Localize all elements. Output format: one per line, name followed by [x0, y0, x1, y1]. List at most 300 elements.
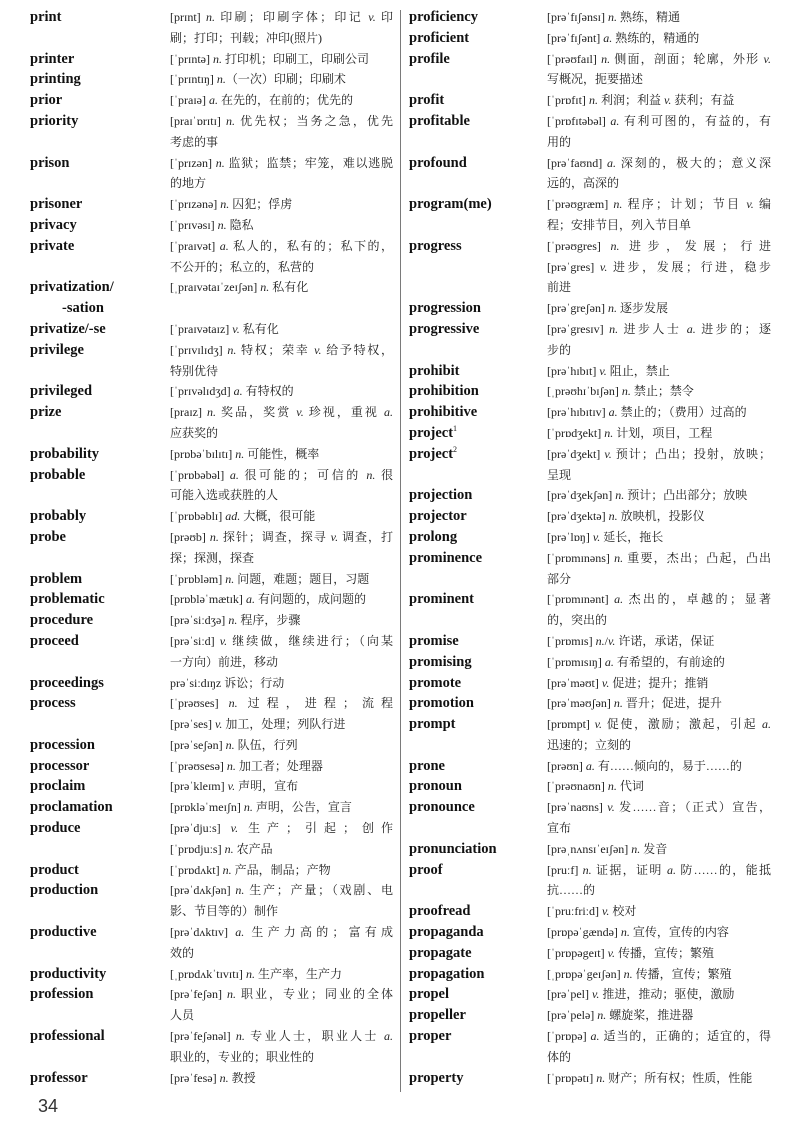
- part-of-speech: a.: [590, 1029, 600, 1044]
- definition: [547, 797, 771, 839]
- definition-line: [prɒmpt] v. 促使，激励；激起，引起 a.: [547, 717, 771, 732]
- headword-text: promotion: [409, 695, 474, 712]
- headword-text: probability: [30, 445, 100, 462]
- definition-line: 一方向）前进，移动: [170, 654, 279, 669]
- part-of-speech: n.: [212, 51, 222, 66]
- headword-line: [409, 631, 547, 652]
- headword-text: probably: [30, 508, 87, 525]
- dictionary-entry: [30, 69, 393, 90]
- headword-line: [409, 714, 547, 735]
- definition: [170, 194, 393, 215]
- definition-line: [prɒkləˈmeɪʃn] n. 声明，公告，宣言: [170, 800, 352, 815]
- part-of-speech: a.: [604, 654, 614, 669]
- headword: [30, 1026, 170, 1047]
- definition-line: [ˈprəʊgres] n. 进步，发展；行进: [547, 238, 771, 253]
- definition-line: [prəˈseʃən] n. 队伍，行列: [170, 737, 298, 752]
- definition: [170, 693, 393, 735]
- part-of-speech: n.: [595, 633, 605, 648]
- headword-line: [409, 194, 547, 215]
- headword: [30, 735, 170, 756]
- headword-line: [409, 527, 547, 548]
- part-of-speech: n.: [604, 425, 614, 440]
- definition: [170, 735, 393, 756]
- definition-line: [ˈprɒdjuːs] n. 农产品: [170, 841, 273, 856]
- headword-line: [30, 1026, 170, 1047]
- headword-text: proclamation: [30, 799, 113, 816]
- part-of-speech: n.: [228, 613, 238, 628]
- definition-line: [ˈprɒmɪnəns] n. 重要，杰出；凸起，凸出: [547, 550, 771, 565]
- definition-line: 宣布: [547, 821, 572, 836]
- definition-line: [ˈprɒbləm] n. 问题，难题；题目，习题: [170, 571, 370, 586]
- part-of-speech: v.: [214, 717, 223, 732]
- definition-line: [ˈprəʊgræm] n. 程序；计划；节目 v. 编: [547, 197, 771, 212]
- definition: [170, 277, 393, 298]
- dictionary-entry: [409, 943, 771, 964]
- headword: [409, 1026, 547, 1047]
- part-of-speech: a.: [762, 717, 771, 732]
- dictionary-entry: [409, 901, 771, 922]
- headword-line: [409, 423, 547, 444]
- definition: [547, 90, 771, 111]
- headword-line: [409, 506, 547, 527]
- headword-line: [409, 1068, 547, 1089]
- headword: [409, 943, 547, 964]
- headword-text: problematic: [30, 591, 105, 608]
- dictionary-entry: [409, 673, 771, 694]
- definition: [170, 776, 393, 797]
- headword: [30, 693, 170, 714]
- dictionary-entry: [30, 236, 393, 278]
- dictionary-entry: [409, 631, 771, 652]
- headword-line: [30, 880, 170, 901]
- dictionary-entry: [30, 673, 393, 694]
- headword-line: [30, 610, 170, 631]
- headword-text: prohibitive: [409, 404, 478, 421]
- headword-line: [30, 776, 170, 797]
- headword: [30, 776, 170, 797]
- headword-line: [30, 631, 170, 652]
- headword-line: [30, 797, 170, 818]
- definition-line: 的地方: [170, 176, 207, 191]
- headword-line: [30, 194, 170, 215]
- definition-line: [prəʊn] a. 有……倾向的，易于……的: [547, 758, 742, 773]
- headword-line: [30, 984, 170, 1005]
- headword-text: property: [409, 1069, 464, 1086]
- part-of-speech: v.: [599, 363, 607, 378]
- definition-line: [praɪz] n. 奖品，奖赏 v. 珍视，重视 a.: [170, 405, 393, 420]
- part-of-speech: v.: [607, 800, 615, 815]
- dictionary-entry: [30, 111, 393, 153]
- definition-line: [ˈpraɪvət] a. 私人的，私有的；私下的，: [170, 238, 393, 253]
- headword-line: [30, 506, 170, 527]
- headword: [409, 90, 547, 111]
- definition: [547, 1005, 771, 1026]
- headword-line: [409, 776, 547, 797]
- dictionary-entry: [30, 381, 393, 402]
- headword-text: promote: [409, 674, 462, 691]
- dictionary-entry: [30, 880, 393, 922]
- headword: [409, 361, 547, 382]
- headword-line: [30, 964, 170, 985]
- part-of-speech: n.: [217, 217, 227, 232]
- headword: [30, 153, 170, 174]
- dictionary-entry: [30, 90, 393, 111]
- part-of-speech: n.: [615, 488, 625, 503]
- definition: [547, 485, 771, 506]
- headword-text: prompt: [409, 716, 456, 733]
- dictionary-entry: [30, 631, 393, 673]
- headword: [409, 901, 547, 922]
- definition-line: [ˈprɪvɪlɪdʒ] n. 特权；荣幸 v. 给予特权，: [170, 342, 393, 357]
- dictionary-entry: [409, 922, 771, 943]
- definition-line: [ˈprɒmɪnənt] a. 杰出的，卓越的；显著: [547, 592, 771, 607]
- definition: [170, 818, 393, 860]
- definition-line: [pruːf] n. 证据，证明 a. 防……的，能抵: [547, 862, 771, 877]
- definition: [170, 381, 393, 402]
- definition: [547, 236, 771, 298]
- headword-text: printing: [30, 71, 81, 88]
- definition: [170, 922, 393, 964]
- definition-line: [ˌprɒdʌkˈtɪvɪtɪ] n. 生产率，生产力: [170, 966, 342, 981]
- part-of-speech: n.: [222, 862, 232, 877]
- definition: [547, 361, 771, 382]
- headword-line: [30, 111, 170, 132]
- headword: [30, 90, 170, 111]
- definition-line: [ˈprɪvəlɪdʒd] a. 有特权的: [170, 384, 294, 399]
- headword: [409, 506, 547, 527]
- definition-line: 探；探测，探查: [170, 550, 255, 565]
- definition-line: [ˈprɒdʌkt] n. 产品，制品；产物: [170, 862, 331, 877]
- headword-text: prone: [409, 757, 445, 774]
- headword: [409, 194, 547, 215]
- dictionary-entry: [409, 860, 771, 902]
- headword: [30, 465, 170, 486]
- definition-line: [ˈpruːfriːd] v. 校对: [547, 904, 637, 919]
- definition: [547, 194, 771, 236]
- definition: [170, 756, 393, 777]
- headword-text: produce: [30, 820, 81, 837]
- dictionary-entry: [409, 194, 771, 236]
- dictionary-entry: [409, 236, 771, 298]
- definition: [170, 7, 393, 49]
- part-of-speech: n.: [225, 571, 235, 586]
- definition-line: [prəˈfesə] n. 教授: [170, 1070, 256, 1085]
- headword-line: [409, 319, 547, 340]
- headword-line: [409, 756, 547, 777]
- headword: [409, 922, 547, 943]
- headword-continuation: -sation: [62, 300, 104, 317]
- headword: [409, 776, 547, 797]
- part-of-speech: v.: [296, 405, 304, 420]
- headword-text: prisoner: [30, 196, 83, 213]
- definition: [547, 444, 771, 486]
- headword-text: profitable: [409, 112, 470, 129]
- part-of-speech: n.: [620, 925, 630, 940]
- part-of-speech: n.: [243, 800, 253, 815]
- headword: [409, 381, 547, 402]
- definition: [170, 69, 393, 90]
- headword-text: proficient: [409, 29, 470, 46]
- definition: [547, 1026, 771, 1068]
- headword-text: proceed: [30, 632, 79, 649]
- definition: [547, 402, 771, 423]
- headword-text: printer: [30, 50, 75, 67]
- part-of-speech: n.: [608, 509, 618, 524]
- definition-line: 远的，高深的: [547, 176, 620, 191]
- headword: [30, 319, 170, 340]
- part-of-speech: v.: [368, 10, 376, 24]
- definition-line: [prəˌnʌnsɪˈeɪʃən] n. 发音: [547, 841, 668, 856]
- headword-text: proof: [409, 861, 443, 878]
- headword-text: propagate: [409, 944, 472, 961]
- headword-text: professional: [30, 1028, 105, 1045]
- part-of-speech: n.: [224, 841, 234, 856]
- definition: [170, 527, 393, 569]
- part-of-speech: v.: [591, 987, 600, 1002]
- part-of-speech: n.: [607, 779, 617, 794]
- headword-line: [409, 402, 547, 423]
- part-of-speech: n.: [366, 467, 376, 482]
- headword: [30, 589, 170, 610]
- dictionary-entry: [409, 444, 771, 486]
- dictionary-entry: [409, 28, 771, 49]
- dictionary-entry: [30, 444, 393, 465]
- definition: [170, 569, 393, 590]
- dictionary-entry: [30, 964, 393, 985]
- part-of-speech: v.: [230, 821, 239, 836]
- definition: [170, 673, 393, 694]
- headword-line: [409, 381, 547, 402]
- headword-line: [30, 215, 170, 236]
- headword-text: productive: [30, 924, 97, 941]
- part-of-speech: n.: [597, 1008, 607, 1023]
- headword-line: [30, 49, 170, 70]
- definition-line: prəˈsiːdɪŋz 诉讼；行动: [170, 675, 285, 690]
- definition: [547, 298, 771, 319]
- headword: [30, 984, 170, 1005]
- definition-line: [ˌpraɪvətaɪˈzeɪʃən] n. 私有化: [170, 280, 309, 295]
- definition: [547, 693, 771, 714]
- headword: [409, 28, 547, 49]
- definition-line: 用的: [547, 134, 572, 149]
- definition-line: [prɒpəˈgændə] n. 宣传，宣传的内容: [547, 925, 729, 940]
- definition-line: [prəʊb] n. 探针；调查，探寻 v. 调查，打: [170, 529, 393, 544]
- part-of-speech: n.: [610, 238, 620, 253]
- definition: [547, 631, 771, 652]
- definition-line: [praɪˈɒrɪtɪ] n. 优先权；当务之急，优先: [170, 113, 393, 128]
- definition: [547, 756, 771, 777]
- part-of-speech: a.: [686, 321, 696, 336]
- dictionary-entry: [30, 1026, 393, 1068]
- definition-line: 应获奖的: [170, 425, 219, 440]
- definition-line: [ˈprɒpə] a. 适当的，正确的；适宜的，得: [547, 1029, 771, 1044]
- part-of-speech: n.: [607, 10, 617, 24]
- definition: [547, 776, 771, 797]
- definition: [547, 714, 771, 756]
- headword: [30, 527, 170, 548]
- headword-line: [30, 527, 170, 548]
- definition: [170, 984, 393, 1026]
- headword-line: [409, 361, 547, 382]
- headword: [30, 7, 170, 28]
- definition-line: 特别优待: [170, 363, 219, 378]
- definition-line: [prəˈgreʃən] n. 逐步发展: [547, 301, 668, 316]
- part-of-speech: n.: [631, 841, 641, 856]
- headword-text: propaganda: [409, 924, 484, 941]
- definition: [170, 1068, 393, 1089]
- definition-line: 前进: [547, 280, 572, 295]
- headword-line: [409, 548, 547, 569]
- headword-line: [30, 153, 170, 174]
- headword-line: [30, 860, 170, 881]
- headword: [30, 860, 170, 881]
- headword: [30, 569, 170, 590]
- definition-line: [prəˈfɪʃənt] a. 熟练的，精通的: [547, 30, 700, 45]
- definition: [547, 153, 771, 195]
- dictionary-entry: [30, 527, 393, 569]
- headword: [409, 756, 547, 777]
- page-number: 34: [38, 1096, 59, 1116]
- headword-text: program(me): [409, 196, 492, 213]
- definition: [170, 880, 393, 922]
- right-column: [409, 7, 771, 1088]
- dictionary-entry: [30, 402, 393, 444]
- headword-text: privacy: [30, 216, 77, 233]
- definition: [547, 527, 771, 548]
- definition: [547, 548, 771, 590]
- definition-line: [ˈprɒpətɪ] n. 财产；所有权；性质，性能: [547, 1070, 753, 1085]
- definition-line: [ˈprɒfɪt] n. 利润；利益 v. 获利；有益: [547, 93, 735, 108]
- dictionary-entry: [409, 90, 771, 111]
- definition: [170, 631, 393, 673]
- headword: [409, 548, 547, 569]
- dictionary-entry: [409, 776, 771, 797]
- headword-text: process: [30, 695, 76, 712]
- dictionary-entry: [409, 1068, 771, 1089]
- headword: [409, 964, 547, 985]
- headword: [409, 1068, 547, 1089]
- headword-text: production: [30, 882, 99, 899]
- headword-text: promising: [409, 653, 472, 670]
- headword: [30, 444, 170, 465]
- definition: [170, 90, 393, 111]
- definition: [547, 381, 771, 402]
- headword-line: [409, 984, 547, 1005]
- headword: [30, 277, 170, 319]
- definition: [547, 49, 771, 91]
- headword: [30, 49, 170, 70]
- headword-text: pronounce: [409, 799, 475, 816]
- part-of-speech: n.: [226, 758, 236, 773]
- headword-text: private: [30, 237, 75, 254]
- headword: [409, 49, 547, 70]
- headword: [30, 236, 170, 257]
- headword: [30, 818, 170, 839]
- dictionary-entry: [409, 402, 771, 423]
- headword-line: [409, 693, 547, 714]
- headword-line: [30, 402, 170, 423]
- definition-line: [prəˈhɪbɪt] v. 阻止，禁止: [547, 363, 670, 378]
- headword-line: [409, 589, 547, 610]
- headword: [30, 69, 170, 90]
- definition: [547, 589, 771, 631]
- definition: [170, 610, 393, 631]
- part-of-speech: v.: [599, 259, 608, 274]
- headword: [409, 485, 547, 506]
- definition-line: [ˈprɒbəbəl] a. 很可能的；可信的 n. 很: [170, 467, 393, 482]
- part-of-speech: v.: [601, 675, 610, 690]
- headword: [409, 236, 547, 257]
- part-of-speech: n.: [623, 966, 633, 981]
- definition-line: [ˈprɪzənə] n. 囚犯；俘虏: [170, 197, 293, 212]
- part-of-speech: v.: [330, 529, 339, 544]
- headword: [409, 673, 547, 694]
- definition-line: [ˈprɒmɪs] n./v. 许诺，承诺，保证: [547, 633, 715, 648]
- headword-line: [409, 860, 547, 881]
- definition-line: 程；安排节目，列入节目单: [547, 217, 692, 232]
- headword-text: promise: [409, 632, 459, 649]
- dictionary-entry: [30, 922, 393, 964]
- dictionary-entry: [30, 1068, 393, 1089]
- dictionary-entry: [409, 756, 771, 777]
- headword-line: [409, 1005, 547, 1026]
- headword-text: product: [30, 861, 79, 878]
- definition: [547, 839, 771, 860]
- dictionary-entry: [409, 49, 771, 91]
- dictionary-entry: [409, 527, 771, 548]
- headword-text: progression: [409, 300, 481, 317]
- definition: [170, 111, 393, 153]
- definition: [547, 506, 771, 527]
- part-of-speech: n.: [207, 405, 217, 420]
- headword-text: probable: [30, 466, 86, 483]
- definition-line: 可能入选或获胜的人: [170, 488, 279, 503]
- definition-line: [ˌprəʊhɪˈbɪʃən] n. 禁止；禁令: [547, 384, 694, 399]
- headword: [409, 797, 547, 818]
- part-of-speech: v.: [219, 633, 228, 648]
- definition-line: [prəˈdʒekt] v. 预计；凸出；投射，放映；: [547, 446, 771, 461]
- definition: [170, 797, 393, 818]
- headword: [30, 610, 170, 631]
- part-of-speech: n.: [582, 862, 592, 877]
- part-of-speech: n.: [245, 966, 255, 981]
- headword-line: [409, 444, 547, 465]
- headword-text: prolong: [409, 528, 458, 545]
- definition-line: [prəˈhɪbɪtɪv] a. 禁止的；（费用）过高的: [547, 405, 747, 420]
- headword-line: [30, 319, 170, 340]
- part-of-speech: v.: [607, 633, 616, 648]
- definition-line: 步的: [547, 342, 572, 357]
- headword-line: [30, 7, 170, 28]
- definition-line: [prəˈsiːdʒə] n. 程序，步骤: [170, 613, 301, 628]
- dictionary-entry: [409, 964, 771, 985]
- definition-line: [prəˈgresɪv] n. 进步人士 a. 进步的；逐: [547, 321, 771, 336]
- definition: [170, 215, 393, 236]
- dictionary-entry: [30, 818, 393, 860]
- definition-line: 影、节目等的）制作: [170, 904, 279, 919]
- definition: [170, 402, 393, 444]
- headword-text: proofread: [409, 903, 471, 920]
- definition-line: [prəˈkleɪm] v. 声明，宣布: [170, 779, 299, 794]
- dictionary-entry: [30, 776, 393, 797]
- headword-text: print: [30, 9, 62, 25]
- definition: [547, 943, 771, 964]
- definition-line: 考虑的事: [170, 134, 219, 149]
- part-of-speech: n.: [219, 1070, 229, 1085]
- part-of-speech: a.: [233, 384, 243, 399]
- dictionary-entry: [409, 839, 771, 860]
- dictionary-entry: [409, 7, 771, 28]
